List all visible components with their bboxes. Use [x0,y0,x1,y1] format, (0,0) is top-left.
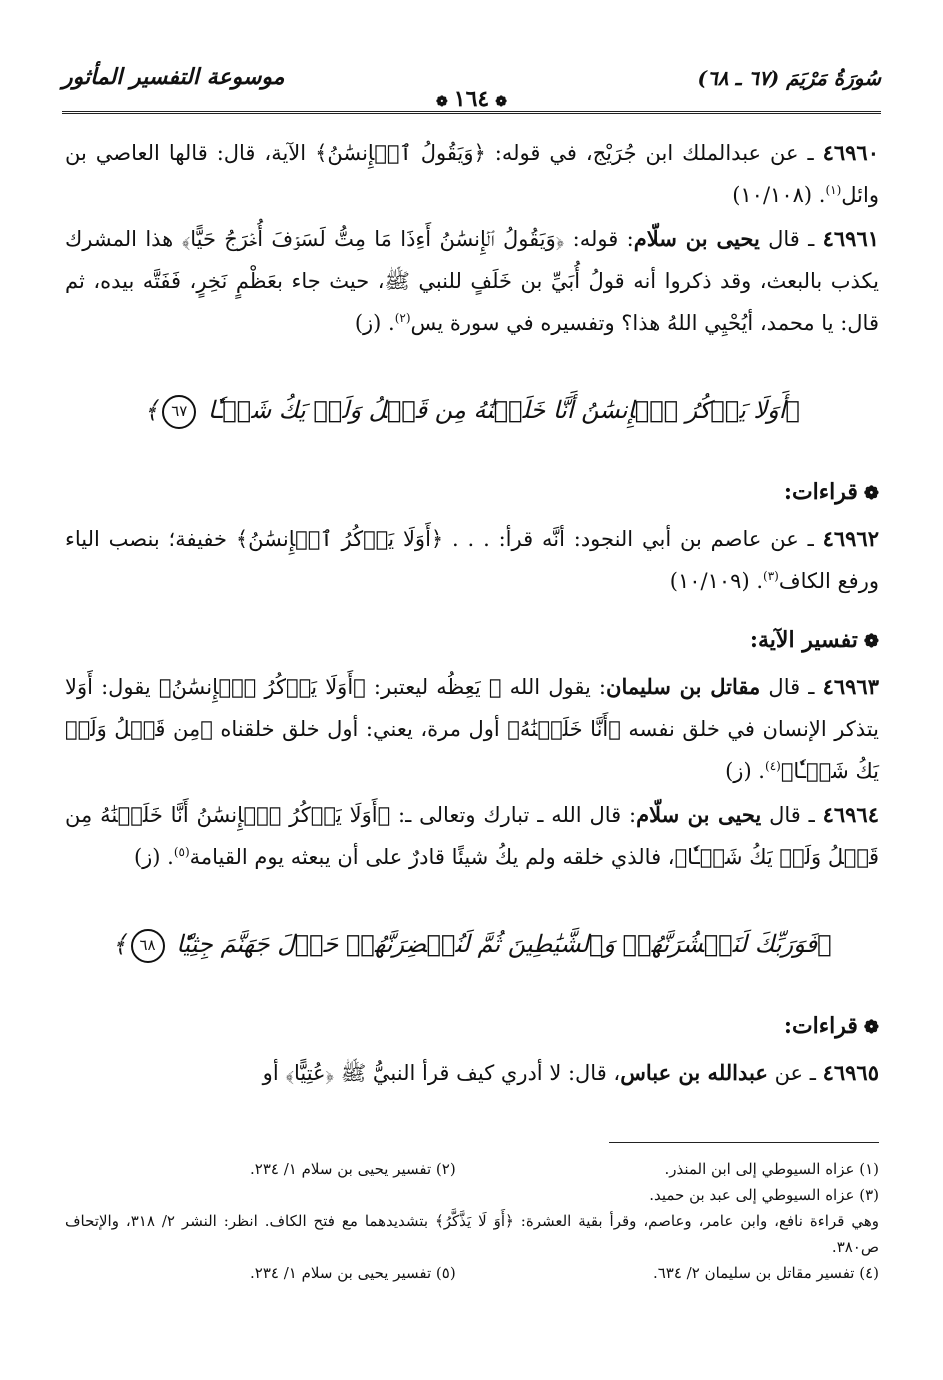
footnote-2: (٢) تفسير يحيى بن سلام ١/ ٢٣٤. [250,1160,456,1178]
narration-number: ٤٦٩٦٢ [822,526,879,551]
narrator-name: يحيى بن سلّام [636,802,762,827]
narration-ref: . (ز) [354,311,395,335]
footnote-4: (٤) تفسير مقاتل بن سليمان ٢/ ٦٣٤. [652,1264,879,1282]
footnote-1: (١) عزاه السيوطي إلى ابن المنذر. [664,1160,879,1178]
section-heading-qiraat-2 [65,1006,879,1048]
footnote-row [65,1156,879,1182]
narration-number: ٤٦٩٦١ [822,226,880,251]
ayah-text: ﴿أَوَلَا يَذۡكُرُ ٱلۡإِنسَٰنُ أَنَّا خَلَقۡنَٰهُ مِن قَبۡلُ وَلَمۡ يَكُ شَيۡـٔٗا [207,396,800,424]
narration-text: ، قال: لا أدري كيف قرأ النبيُّ ﷺ ﴿عُتِيًّا﴾ أو [262,1061,621,1085]
flower-ornament-icon: ❁ [863,483,879,504]
narration-46962 [65,518,879,602]
narration-prefix: ـ قال [759,227,823,251]
narration-prefix: ـ قال [761,803,823,827]
main-content [65,132,879,1096]
narration-prefix: ـ قال [760,675,823,699]
flower-ornament-icon: ❁ [863,631,879,652]
narration-number: ٤٦٩٦٥ [822,1060,879,1085]
narration-text: : قوله: ﴿وَيَقُولُ ٱلۡإِنسَٰنُ أَءِذَا مَا مِتُّ لَسَوۡفَ أُخۡرَجُ حَيًّا﴾ هذا المشرك يكذب بالبعث، وقد ذكروا أنه قولُ أُبَيِّ بن خَلَفٍ للنبي ﷺ، حيث جاء بعَظْمٍ نَخِرٍ، فَفَتَّه بيده، ثم قال: يا محمد، أيُحْيِي اللهُ هذا؟ وتفسيره في سورة يس [65,227,879,335]
narration-number: ٤٦٩٦٤ [822,802,879,827]
ayah-close-bracket: ﴾ [112,930,127,958]
ornament-icon: ❁ [495,94,507,110]
heading-label: تفسير الآية: [749,627,858,653]
footnote-ref[interactable]: (٤) [765,759,781,773]
narration-text: : قال الله ـ تبارك وتعالى ـ: ﴿أَوَلَا يَذۡكُرُ ٱلۡإِنسَٰنُ أَنَّا خَلَقۡنَٰهُ مِن قَبۡلُ وَلَمۡ يَكُ شَيۡـٔٗا﴾، فالذي خلقه ولم يكُ شيئًا قادرٌ على أن يبعثه يوم القيامة [65,803,879,869]
section-heading-qiraat [65,472,879,514]
page-number [62,86,881,112]
footnote-separator [609,1142,879,1143]
header-rule [62,111,881,114]
ayah-67 [65,390,879,430]
heading-label: قراءات: [783,479,858,505]
ayah-number-marker: ٦٨ [131,929,165,963]
ayah-text: ﴿فَوَرَبِّكَ لَنَحۡشُرَنَّهُمۡ وَٱلشَّيَٰطِينَ ثُمَّ لَنُحۡضِرَنَّهُمۡ حَوۡلَ جَهَنَّمَ جِثِيّٗا [176,930,832,958]
flower-ornament-icon: ❁ [863,1017,879,1038]
ayah-close-bracket: ﴾ [144,396,159,424]
narration-ref: . (ز) [133,845,174,869]
heading-label: قراءات: [783,1013,858,1039]
narration-text: ـ عن عاصم بن أبي النجود: أنَّه قرأ: . . . ﴿أَوَلَا يَذۡكُرُ ٱلۡإِنسَٰنُ﴾ خفيفة؛ بنصب الياء ورفع الكاف [65,527,879,593]
narration-prefix: ـ عن [767,1061,823,1085]
narration-number: ٤٦٩٦٣ [822,674,879,699]
footnote-ref[interactable]: (٣) [763,569,779,583]
footnote-3-continued: وهي قراءة نافع، وابن عامر، وعاصم، وقرأ بقية العشرة: ﴿أَوَ لَا يَذَّكَّرُ﴾ بتشديدهما مع فتح الكاف. انظر: النشر ٢/ ٣١٨، والإتحاف ص٣٨٠. [65,1212,879,1256]
narration-ref: . (ز) [725,759,765,783]
footnote-ref[interactable]: (١) [825,183,842,197]
footnote-row [65,1260,879,1286]
verse-range: (٦٧ ـ ٦٨) [697,66,780,90]
narrator-name: عبدالله بن عباس [620,1060,768,1085]
book-title: موسوعة التفسير المأثور [62,64,285,90]
narration-46964 [65,794,879,878]
narration-ref: . (١٠/١٠٩) [669,569,763,593]
footnote-ref[interactable]: (٥) [173,845,190,859]
narration-number: ٤٦٩٦٠ [822,140,879,165]
surah-label: سُورَةُ مَرْيَمَ [786,66,881,90]
footnote-5: (٥) تفسير يحيى بن سلام ١/ ٢٣٤. [250,1264,456,1282]
narration-ref: . (١٠/١٠٨) [732,183,826,207]
narrator-name: مقاتل بن سليمان [606,674,761,699]
narration-46960 [65,132,879,216]
ayah-number-marker: ٦٧ [162,395,196,429]
narration-46963 [65,666,879,792]
section-heading-tafsir [65,620,879,662]
footnote-3: (٣) عزاه السيوطي إلى عبد بن حميد. [649,1186,879,1204]
narration-46961 [65,218,879,344]
footnotes [65,1156,879,1286]
narration-46965 [65,1052,879,1094]
footnote-ref[interactable]: (٢) [394,311,411,325]
ornament-icon: ❁ [436,94,448,110]
ayah-68 [65,924,879,964]
narrator-name: يحيى بن سلّام [633,226,760,251]
narration-text: : يقول الله ﷻ يَعِظُه ليعتبر: ﴿أَوَلَا يَذۡكُرُ ٱلۡإِنسَٰنُ﴾ يقول: أَوَلا يتذكر الإنسان في خلق نفسه ﴿أَنَّا خَلَقۡنَٰهُ﴾ أول مرة، يعني: أول خلق خلقناه ﴿مِن قَبۡلُ وَلَمۡ يَكُ شَيۡـٔٗا﴾ [65,675,879,783]
page-number-text: ١٦٤ [453,86,490,112]
page-header [62,58,881,114]
narration-text: ـ عن عبدالملك ابن جُرَيْج، في قوله: ﴿وَيَقُولُ ٱلۡإِنسَٰنُ﴾ الآية، قال: قالها العاصي بن وائل [65,141,879,207]
